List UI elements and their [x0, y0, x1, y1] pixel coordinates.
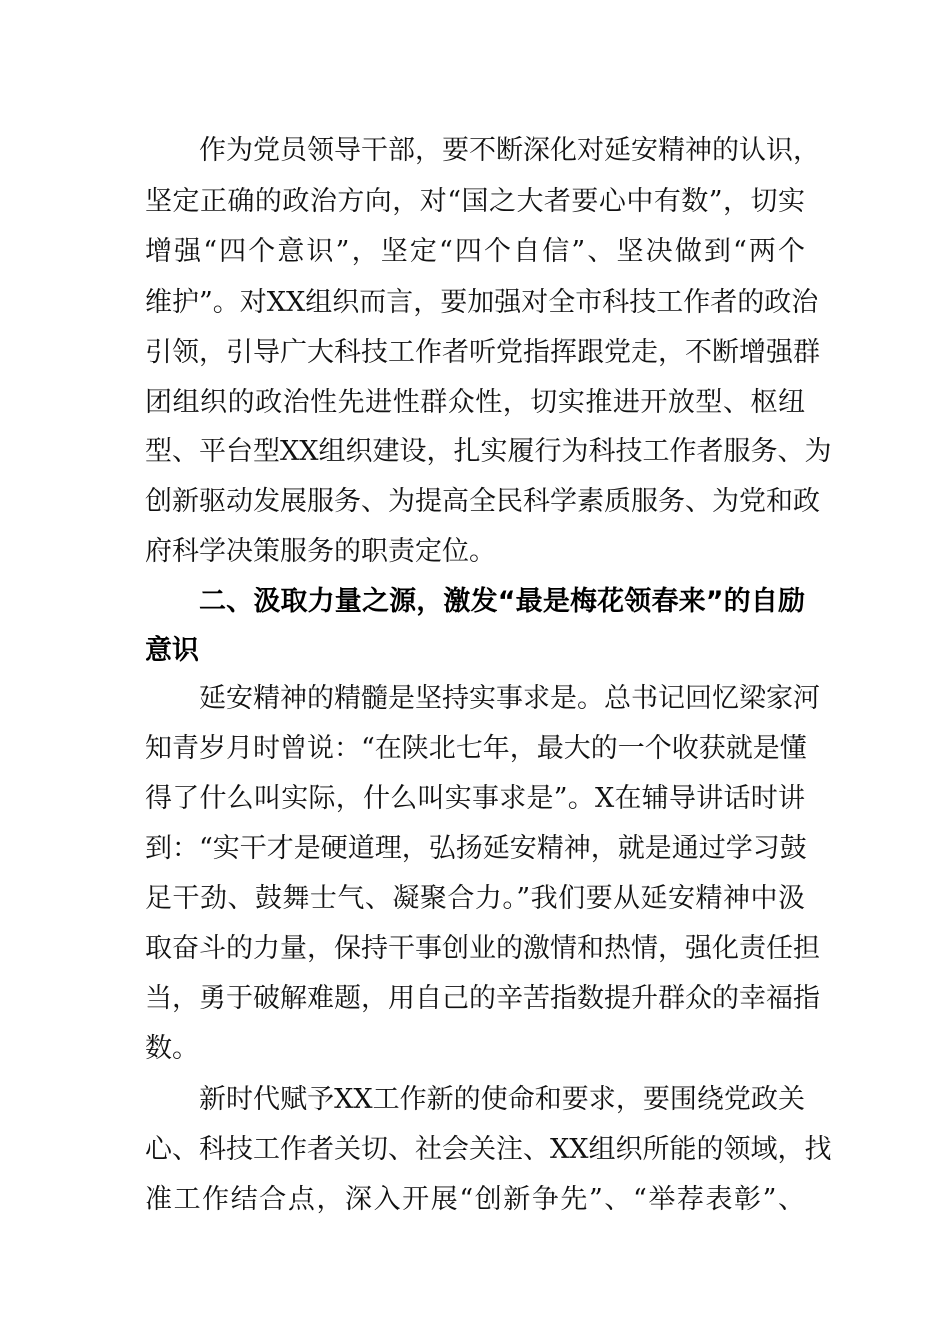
paragraph-3-line-3: 准工作结合点，深入开展“创新争先”、“举荐表彰”、 — [145, 1184, 805, 1215]
paragraph-1-line-4: 维护”。对XX组织而言，要加强对全市科技工作者的政治 — [145, 287, 819, 318]
paragraph-3-line-1: 新时代赋予XX工作新的使命和要求，要围绕党政关 — [199, 1084, 805, 1115]
paragraph-2-line-4: 到：“实干才是硬道理，弘扬延安精神，就是通过学习鼓 — [145, 833, 807, 864]
paragraph-1-line-5: 引领，引导广大科技工作者听党指挥跟党走，不断增强群 — [145, 337, 820, 368]
paragraph-2-line-3: 得了什么叫实际，什么叫实事求是”。X在辅导讲话时讲 — [145, 783, 805, 814]
paragraph-1-line-1: 作为党员领导干部，要不断深化对延安精神的认识， — [199, 135, 820, 166]
paragraph-2-line-7: 当，勇于破解难题，用自己的辛苦指数提升群众的幸福指 — [145, 983, 820, 1014]
paragraph-1-line-9: 府科学决策服务的职责定位。 — [145, 536, 496, 567]
paragraph-3-line-2: 心、科技工作者关切、社会关注、XX组织所能的领域，找 — [145, 1134, 832, 1165]
paragraph-1-line-2: 坚定正确的政治方向，对“国之大者要心中有数”，切实 — [145, 186, 805, 217]
paragraph-1-line-6: 团组织的政治性先进性群众性，切实推进开放型、枢纽 — [145, 387, 805, 418]
paragraph-1-line-8: 创新驱动发展服务、为提高全民科学素质服务、为党和政 — [145, 486, 820, 517]
paragraph-2-line-1: 延安精神的精髓是坚持实事求是。总书记回忆梁家河 — [199, 683, 820, 714]
section-heading-line-2: 意识 — [145, 635, 199, 666]
paragraph-2-line-2: 知青岁月时曾说：“在陕北七年，最大的一个收获就是懂 — [145, 733, 807, 764]
paragraph-1-line-7: 型、平台型XX组织建设，扎实履行为科技工作者服务、为 — [145, 436, 832, 467]
paragraph-2-line-5: 足干劲、鼓舞士气、凝聚合力。”我们要从延安精神中汲 — [145, 883, 805, 914]
paragraph-2-line-8: 数。 — [145, 1033, 199, 1064]
paragraph-2-line-6: 取奋斗的力量，保持干事创业的激情和热情，强化责任担 — [145, 933, 820, 964]
section-heading-line-1: 二、汲取力量之源，激发“最是梅花领春来”的自励 — [199, 586, 805, 617]
paragraph-1-line-3: 增强“四个意识”，坚定“四个自信”、坚决做到“两个 — [145, 236, 805, 267]
